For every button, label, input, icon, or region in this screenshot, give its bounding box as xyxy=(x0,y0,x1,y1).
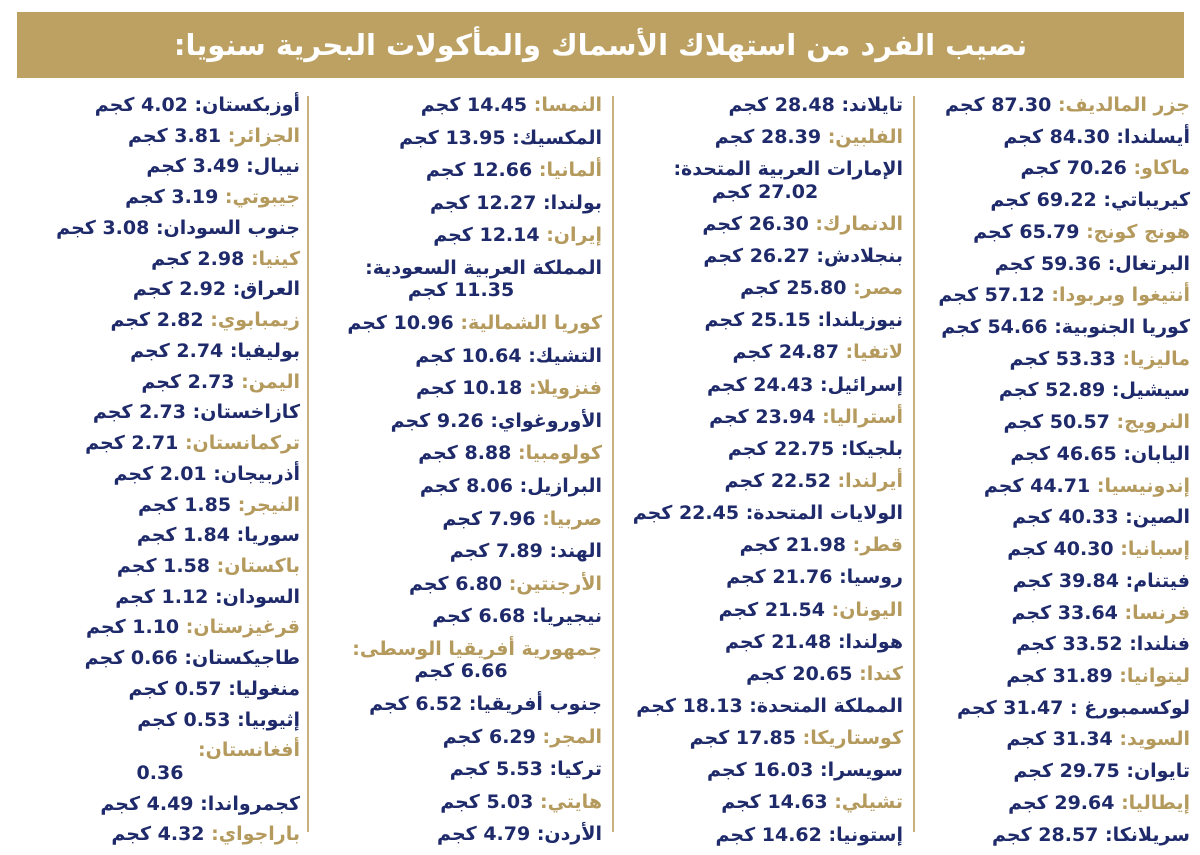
country-name: جزر المالديف: xyxy=(1057,94,1190,116)
country-entry xyxy=(627,824,903,846)
country-name: باكستان: xyxy=(216,555,300,578)
country-entry xyxy=(924,411,1190,433)
consumption-value: 23.94 كجم xyxy=(709,405,816,428)
country-name: هولندا: xyxy=(837,630,903,653)
country-entry xyxy=(320,758,602,780)
country-name: صربيا: xyxy=(542,507,602,530)
country-name: الأوروغواي: xyxy=(490,409,602,432)
country-entry xyxy=(20,401,300,423)
country-entry xyxy=(320,791,602,813)
country-entry xyxy=(320,127,602,149)
country-name: الهند: xyxy=(549,540,602,563)
consumption-value: 21.98 كجم xyxy=(739,534,846,557)
country-name: الدنمارك: xyxy=(815,212,903,235)
country-name: تركيا: xyxy=(549,758,602,781)
country-name: ماليزيا: xyxy=(1122,347,1190,370)
consumption-value: 8.88 كجم xyxy=(418,442,512,465)
country-name: فيتنام: xyxy=(1125,569,1190,592)
consumption-value: 57.12 كجم xyxy=(938,284,1045,307)
country-name: أيرلندا: xyxy=(837,469,903,492)
consumption-value: 1.85 كجم xyxy=(137,493,232,516)
country-name: إسرائيل: xyxy=(820,373,903,396)
consumption-value: 28.39 كجم xyxy=(714,126,822,149)
consumption-value: 33.52 كجم xyxy=(1016,633,1123,656)
country-name: التشيك: xyxy=(528,344,602,367)
country-entry xyxy=(320,224,602,246)
country-entry xyxy=(320,508,602,530)
consumption-value: 26.30 كجم xyxy=(702,212,809,235)
consumption-value: 18.13 كجم xyxy=(636,694,743,717)
country-entry xyxy=(20,125,300,147)
country-entry xyxy=(924,760,1190,782)
country-name: هونج كونج: xyxy=(1086,220,1190,243)
consumption-value: 40.33 كجم xyxy=(1012,506,1119,529)
country-name: الأرجنتين: xyxy=(508,572,602,595)
consumption-value: 10.96 كجم xyxy=(347,311,454,334)
country-entry xyxy=(20,155,300,177)
consumption-value: 25.80 كجم xyxy=(740,277,847,300)
country-name: جمهورية أفريقيا الوسطى: xyxy=(352,637,602,660)
country-name: بولندا: xyxy=(542,191,602,214)
consumption-value: 59.36 كجم xyxy=(994,252,1102,275)
column-2 xyxy=(627,94,903,846)
country-name: السودان: xyxy=(215,585,300,608)
country-name: النيجر: xyxy=(237,493,300,516)
consumption-value: 13.95 كجم xyxy=(399,126,506,149)
consumption-value: 65.79 كجم xyxy=(973,220,1080,243)
consumption-value: 24.43 كجم xyxy=(707,373,814,396)
country-name: منغوليا: xyxy=(228,677,300,700)
country-name: سويسرا: xyxy=(820,759,903,782)
country-entry xyxy=(20,432,300,454)
country-name: زيمبابوي: xyxy=(210,309,300,332)
page-title: نصيب الفرد من استهلاك الأسماك والمأكولات البحرية سنويا: xyxy=(17,12,1184,78)
country-entry xyxy=(924,570,1190,592)
country-entry xyxy=(320,475,602,497)
country-name: نيجيريا: xyxy=(531,605,602,628)
consumption-value: 70.26 كجم xyxy=(1020,157,1127,180)
country-entry xyxy=(627,213,903,235)
country-name: ماكاو: xyxy=(1133,157,1190,180)
country-entry xyxy=(924,221,1190,243)
consumption-value: 10.18 كجم xyxy=(416,377,523,400)
country-name: سيشيل: xyxy=(1111,379,1190,402)
country-name: باراجواي: xyxy=(211,823,300,846)
consumption-value: 29.75 كجم xyxy=(1013,760,1120,783)
consumption-value: 2.71 كجم xyxy=(85,432,179,455)
country-name: كوريا الشمالية: xyxy=(460,311,602,334)
country-name: فرنسا: xyxy=(1124,601,1190,624)
consumption-value: 26.27 كجم xyxy=(703,244,810,267)
consumption-value: 22.52 كجم xyxy=(724,469,831,492)
country-entry xyxy=(20,739,300,784)
country-entry xyxy=(924,728,1190,750)
consumption-value: 3.08 كجم xyxy=(56,216,150,239)
country-entry xyxy=(20,524,300,546)
consumption-value: 52.89 كجم xyxy=(998,379,1106,402)
country-entry xyxy=(20,823,300,845)
country-name: تشيلي: xyxy=(834,791,903,814)
country-entry xyxy=(20,616,300,638)
country-name: تركمانستان: xyxy=(184,432,300,455)
consumption-value: 33.64 كجم xyxy=(1011,601,1118,624)
country-entry xyxy=(20,793,300,815)
country-entry xyxy=(320,257,602,302)
consumption-value: 6.29 كجم xyxy=(442,725,536,748)
column-divider xyxy=(913,96,915,832)
country-entry xyxy=(320,192,602,214)
consumption-value: 44.71 كجم xyxy=(983,474,1091,497)
country-entry xyxy=(20,494,300,516)
consumption-value: 0.36 xyxy=(136,761,184,784)
country-entry xyxy=(627,695,903,717)
country-entry xyxy=(627,245,903,267)
country-name: كجمرواندا: xyxy=(200,792,300,815)
country-name: فنلندا: xyxy=(1129,633,1190,656)
consumption-value: 31.34 كجم xyxy=(1006,728,1113,751)
consumption-value: 2.98 كجم xyxy=(151,247,245,270)
consumption-value: 2.92 كجم xyxy=(132,278,227,301)
consumption-value: 3.81 كجم xyxy=(127,124,222,147)
country-entry xyxy=(924,348,1190,370)
country-name: المملكة العربية السعودية: xyxy=(365,256,602,279)
country-name: النمسا: xyxy=(533,94,602,116)
country-entry xyxy=(924,443,1190,465)
consumption-value: 50.57 كجم xyxy=(1003,411,1110,434)
country-entry xyxy=(320,638,602,683)
country-entry xyxy=(924,284,1190,306)
country-name: أيسلندا: xyxy=(1116,125,1190,148)
country-entry xyxy=(627,631,903,653)
country-entry xyxy=(20,340,300,362)
country-entry xyxy=(924,697,1190,719)
country-entry xyxy=(627,534,903,556)
country-name: جنوب أفريقيا: xyxy=(468,692,602,715)
country-name: المملكة المتحدة: xyxy=(749,694,903,717)
country-entry xyxy=(924,506,1190,528)
country-name: البرازيل: xyxy=(519,474,602,497)
country-name: اليونان: xyxy=(831,598,903,621)
consumption-value: 17.85 كجم xyxy=(689,727,796,750)
country-name: السويد: xyxy=(1119,728,1190,751)
country-entry xyxy=(627,727,903,749)
country-entry xyxy=(627,309,903,331)
consumption-value: 7.96 كجم xyxy=(442,507,536,530)
country-name: سريلانكا: xyxy=(1105,823,1190,846)
consumption-value: 3.49 كجم xyxy=(146,155,240,178)
country-entry xyxy=(627,759,903,781)
consumption-value: 6.80 كجم xyxy=(408,572,503,595)
country-name: إستونيا: xyxy=(828,823,903,846)
country-name: الولايات المتحدة: xyxy=(745,502,903,525)
country-name: جيبوتي: xyxy=(224,186,300,209)
country-entry xyxy=(627,277,903,299)
consumption-value: 5.53 كجم xyxy=(449,758,543,781)
consumption-value: 46.65 كجم xyxy=(1010,442,1117,465)
country-entry xyxy=(320,442,602,464)
consumption-value: 4.49 كجم xyxy=(100,792,194,815)
consumption-value: 29.64 كجم xyxy=(1008,791,1115,814)
country-entry xyxy=(627,374,903,396)
country-entry xyxy=(320,823,602,845)
consumption-value: 1.58 كجم xyxy=(116,555,211,578)
consumption-value: 6.66 كجم xyxy=(414,660,508,683)
country-entry xyxy=(627,502,903,524)
country-name: الأردن: xyxy=(536,823,602,846)
consumption-value: 3.19 كجم xyxy=(125,186,219,209)
consumption-value: 11.35 كجم xyxy=(407,279,515,302)
consumption-value: 4.79 كجم xyxy=(437,823,531,846)
country-entry xyxy=(924,538,1190,560)
consumption-value: 0.57 كجم xyxy=(128,677,222,700)
country-name: كينيا: xyxy=(250,247,300,270)
country-name: المكسيك: xyxy=(512,126,602,149)
country-entry xyxy=(627,126,903,148)
country-name: روسيا: xyxy=(839,566,903,589)
country-entry xyxy=(20,94,300,116)
country-name: الجزائر: xyxy=(227,124,300,147)
country-entry xyxy=(924,475,1190,497)
consumption-value: 2.74 كجم xyxy=(130,339,224,362)
country-entry xyxy=(20,678,300,700)
consumption-value: 31.47 كجم xyxy=(957,696,1064,719)
consumption-value: 69.22 كجم xyxy=(990,189,1097,212)
country-entry xyxy=(20,217,300,239)
country-name: اليابان: xyxy=(1123,442,1190,465)
country-name: بلجيكا: xyxy=(840,437,903,460)
consumption-value: 21.54 كجم xyxy=(718,598,825,621)
country-name: كولومبيا: xyxy=(517,442,602,465)
country-entry xyxy=(320,605,602,627)
consumption-value: 2.01 كجم xyxy=(113,462,207,485)
country-name: قطر: xyxy=(852,534,903,557)
country-entry xyxy=(924,824,1190,846)
country-name: بوليفيا: xyxy=(229,339,300,362)
column-1 xyxy=(924,94,1190,846)
consumption-value: 22.45 كجم xyxy=(632,502,740,525)
consumption-value: 5.03 كجم xyxy=(440,790,534,813)
country-name: طاجيكستان: xyxy=(184,647,300,670)
consumption-value: 10.64 كجم xyxy=(415,344,522,367)
country-entry xyxy=(627,94,903,116)
country-name: النرويج: xyxy=(1116,411,1190,434)
consumption-value: 28.48 كجم xyxy=(728,94,835,116)
country-name: كازاخستان: xyxy=(192,401,300,424)
consumption-value: 12.66 كجم xyxy=(425,159,533,182)
country-name: أوزبكستان: xyxy=(194,94,300,116)
country-name: هايتي: xyxy=(539,790,602,813)
consumption-value: 6.52 كجم xyxy=(369,692,463,715)
country-entry xyxy=(627,470,903,492)
country-entry xyxy=(320,345,602,367)
consumption-value: 16.03 كجم xyxy=(707,759,814,782)
country-entry xyxy=(924,316,1190,338)
country-entry xyxy=(924,602,1190,624)
country-entry xyxy=(627,663,903,685)
consumption-value: 7.89 كجم xyxy=(449,540,543,563)
consumption-value: 20.65 كجم xyxy=(746,662,853,685)
country-name: إيطاليا: xyxy=(1121,791,1190,814)
consumption-value: 31.89 كجم xyxy=(1006,664,1113,687)
consumption-value: 2.82 كجم xyxy=(110,309,204,332)
country-entry xyxy=(20,371,300,393)
consumption-value: 21.48 كجم xyxy=(724,630,832,653)
country-name: لاتفيا: xyxy=(845,341,903,364)
country-entry xyxy=(627,406,903,428)
country-name: ألمانيا: xyxy=(538,159,602,182)
country-entry xyxy=(20,186,300,208)
country-entry xyxy=(20,647,300,669)
country-entry xyxy=(320,573,602,595)
country-entry xyxy=(924,665,1190,687)
country-entry xyxy=(320,94,602,116)
consumption-value: 1.84 كجم xyxy=(136,524,230,547)
country-entry xyxy=(627,158,903,203)
country-entry xyxy=(627,599,903,621)
country-entry xyxy=(924,792,1190,814)
country-entry xyxy=(627,438,903,460)
consumption-value: 0.53 كجم xyxy=(137,708,231,731)
country-name: المجر: xyxy=(542,725,602,748)
country-entry xyxy=(320,159,602,181)
country-name: نيوزيلندا: xyxy=(817,309,903,332)
consumption-value: 28.57 كجم xyxy=(992,823,1099,846)
consumption-value: 4.02 كجم xyxy=(94,94,188,116)
country-entry xyxy=(627,791,903,813)
country-name: أنتيغوا وبربودا: xyxy=(1051,284,1190,307)
country-entry xyxy=(320,540,602,562)
consumption-value: 40.30 كجم xyxy=(1007,538,1114,561)
country-name: كندا: xyxy=(859,662,903,685)
column-divider xyxy=(612,96,614,832)
country-entry xyxy=(20,586,300,608)
consumption-value: 39.84 كجم xyxy=(1012,569,1119,592)
country-entry xyxy=(20,309,300,331)
consumption-value: 12.14 كجم xyxy=(433,224,540,247)
country-entry xyxy=(924,157,1190,179)
country-name: تايلاند: xyxy=(841,94,903,116)
country-name: الفلبين: xyxy=(827,126,903,149)
country-name: فنزويلا: xyxy=(529,377,602,400)
country-entry xyxy=(20,463,300,485)
country-entry xyxy=(924,633,1190,655)
country-name: الإمارات العربية المتحدة: xyxy=(673,158,903,181)
country-entry xyxy=(320,312,602,334)
consumption-value: 24.87 كجم xyxy=(732,341,839,364)
country-entry xyxy=(20,278,300,300)
consumption-value: 84.30 كجم xyxy=(1003,125,1110,148)
country-name: لوكسمبورغ : xyxy=(1070,696,1190,719)
country-name: ليتوانيا: xyxy=(1119,664,1190,687)
consumption-value: 2.73 كجم xyxy=(141,370,235,393)
country-name: العراق: xyxy=(232,278,300,301)
column-divider xyxy=(307,96,309,832)
country-entry xyxy=(320,726,602,748)
consumption-value: 0.66 كجم xyxy=(84,647,178,670)
country-name: إندونيسيا: xyxy=(1096,474,1190,497)
consumption-value: 12.27 كجم xyxy=(429,191,537,214)
consumption-value: 8.06 كجم xyxy=(419,474,513,497)
country-entry xyxy=(924,253,1190,275)
country-name: أستراليا: xyxy=(822,405,903,428)
consumption-value: 14.62 كجم xyxy=(715,823,822,846)
country-name: بنجلادش: xyxy=(816,244,903,267)
country-entry xyxy=(320,410,602,432)
country-name: إيران: xyxy=(546,224,602,247)
country-entry xyxy=(627,566,903,588)
consumption-value: 53.33 كجم xyxy=(1009,347,1116,370)
country-entry xyxy=(627,341,903,363)
consumption-value: 25.15 كجم xyxy=(704,309,811,332)
country-name: نيبال: xyxy=(246,155,300,178)
country-name: مصر: xyxy=(853,277,903,300)
country-entry xyxy=(924,379,1190,401)
consumption-value: 1.12 كجم xyxy=(115,585,209,608)
country-name: تايوان: xyxy=(1126,760,1190,783)
consumption-value: 21.76 كجم xyxy=(726,566,833,589)
country-entry xyxy=(320,377,602,399)
country-entry xyxy=(20,248,300,270)
country-name: اليمن: xyxy=(241,370,300,393)
column-3 xyxy=(320,94,602,846)
country-name: البرتغال: xyxy=(1107,252,1190,275)
consumption-value: 14.63 كجم xyxy=(721,791,828,814)
country-name: كوريا الجنوبية: xyxy=(1054,316,1190,339)
country-entry xyxy=(924,94,1190,116)
consumption-value: 27.02 كجم xyxy=(711,180,819,203)
consumption-value: 1.10 كجم xyxy=(86,616,180,639)
consumption-value: 22.75 كجم xyxy=(727,437,835,460)
consumption-value: 14.45 كجم xyxy=(420,94,528,116)
consumption-value: 87.30 كجم xyxy=(944,94,1052,116)
country-entry xyxy=(20,555,300,577)
country-entry xyxy=(320,693,602,715)
country-name: قرغيزستان: xyxy=(185,616,300,639)
country-name: أفغانستان: xyxy=(198,739,300,762)
consumption-value: 54.66 كجم xyxy=(941,316,1048,339)
country-name: كوستاريكا: xyxy=(802,727,903,750)
country-entry xyxy=(924,126,1190,148)
country-name: الصين: xyxy=(1125,506,1190,529)
country-entry xyxy=(20,709,300,731)
country-name: إسبانيا: xyxy=(1120,538,1190,561)
country-name: سوريا: xyxy=(236,524,300,547)
consumption-value: 2.73 كجم xyxy=(92,401,186,424)
consumption-value: 9.26 كجم xyxy=(390,409,484,432)
column-4 xyxy=(20,94,300,846)
country-name: إثيوبيا: xyxy=(237,708,300,731)
consumption-value: 4.32 كجم xyxy=(111,823,205,846)
country-name: جنوب السودان: xyxy=(155,216,300,239)
country-name: أذربيجان: xyxy=(213,462,300,485)
consumption-value: 6.68 كجم xyxy=(432,605,526,628)
country-entry xyxy=(924,189,1190,211)
country-name: كيريباتي: xyxy=(1103,189,1190,212)
